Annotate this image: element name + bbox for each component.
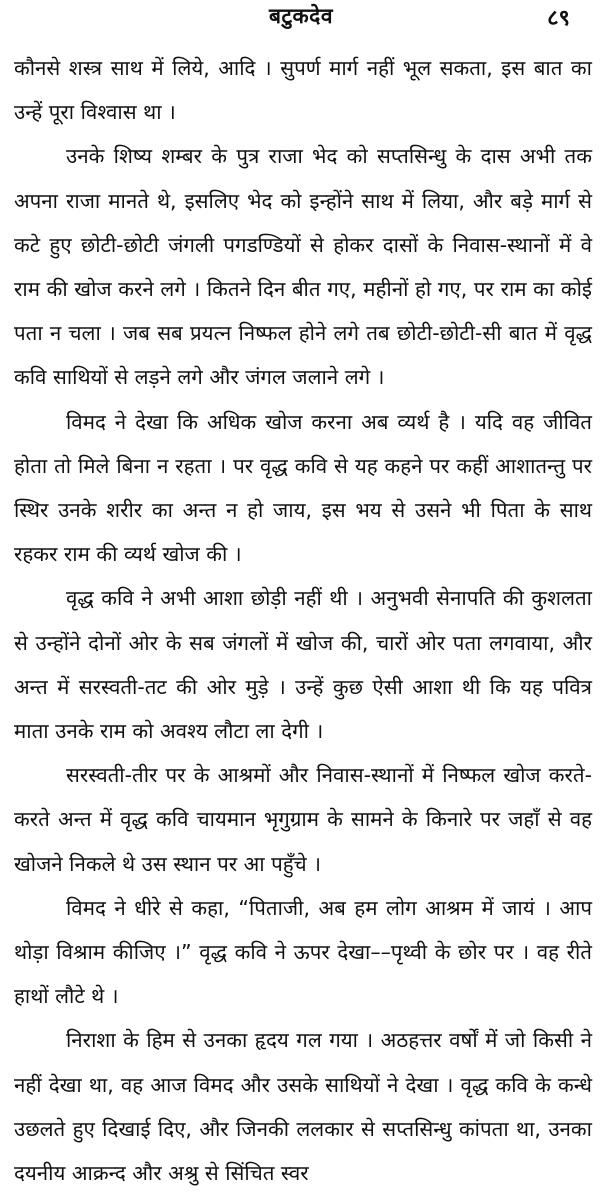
paragraph: सरस्वती-तीर पर के आश्रमों और निवास-स्थानों में निष्फल खोज करते-करते अन्त में वृद्ध कवि चायमान भृगुग्राम के सामने के किनारे पर जहाँ से वह खोजने निकले थे उस स्थान पर आ पहुँचे । [14,763,592,876]
running-head: बटुकदेव [268,4,334,28]
paragraph: कौनसे शस्त्र साथ में लिये, आदि । सुपर्ण मार्ग नहीं भूल सकता, इस बात का उन्हें पूरा विश्वास था । [14,56,592,125]
page-number: ८९ [547,6,570,31]
page-header [14,0,588,44]
paragraph: वृद्ध कवि ने अभी आशा छोड़ी नहीं थी । अनुभवी सेनापति की कुशलता से उन्होंने दोनों ओर के सब जंगलों में खोज की, चारों ओर पता लगवाया, और अन्त में सरस्वती-तट की ओर मुड़े । उन्हें कुछ ऐसी आशा थी कि यह पवित्र माता उनके राम को अवश्य लौटा ला देगी । [14,586,592,744]
paragraph: निराशा के हिम से उनका हृदय गल गया । अठहत्तर वर्षों में जो किसी ने नहीं देखा था, वह आज विमद और उसके साथियों ने देखा । वृद्ध कवि के कन्धे उछलते हुए दिखाई दिए, और जिनकी ललकार से सप्तसिन्धु कांपता था, उनका दयनीय आक्रन्द और अश्रु से सिंचित स्वर [14,1028,592,1186]
paragraph: विमद ने धीरे से कहा, “पिताजी, अब हम लोग आश्रम में जायं । आप थोड़ा विश्राम कीजिए ।” वृद्ध कवि ने ऊपर देखा––पृथ्वी के छोर पर । वह रीते हाथों लौटे थे । [14,895,592,1009]
body-text [14,46,592,1195]
paragraph: उनके शिष्य शम्बर के पुत्र राजा भेद को सप्तसिन्धु के दास अभी तक अपना राजा मानते थे, इसलिए भेद को इन्होंने साथ में लिया, और बड़े मार्ग से कटे हुए छोटी-छोटी जंगली पगडण्डियों से होकर दासों के निवास-स्थानों में वे राम की खोज करने लगे । कितने दिन बीत गए, महीनों हो गए, पर राम का कोई पता न चला । जब सब प्रयत्न निष्फल होने लगे तब छोटी-छोटी-सी बात में वृद्ध कवि साथियों से लड़ने लगे और जंगल जलाने लगे । [14,144,592,390]
paragraph: विमद ने देखा कि अधिक खोज करना अब व्यर्थ है । यदि वह जीवित होता तो मिले बिना न रहता । पर वृद्ध कवि से यह कहने पर कहीं आशातन्तु पर स्थिर उनके शरीर का अन्त न हो जाय, इस भय से उसने भी पिता के साथ रहकर राम की व्यर्थ खोज की । [14,409,592,567]
